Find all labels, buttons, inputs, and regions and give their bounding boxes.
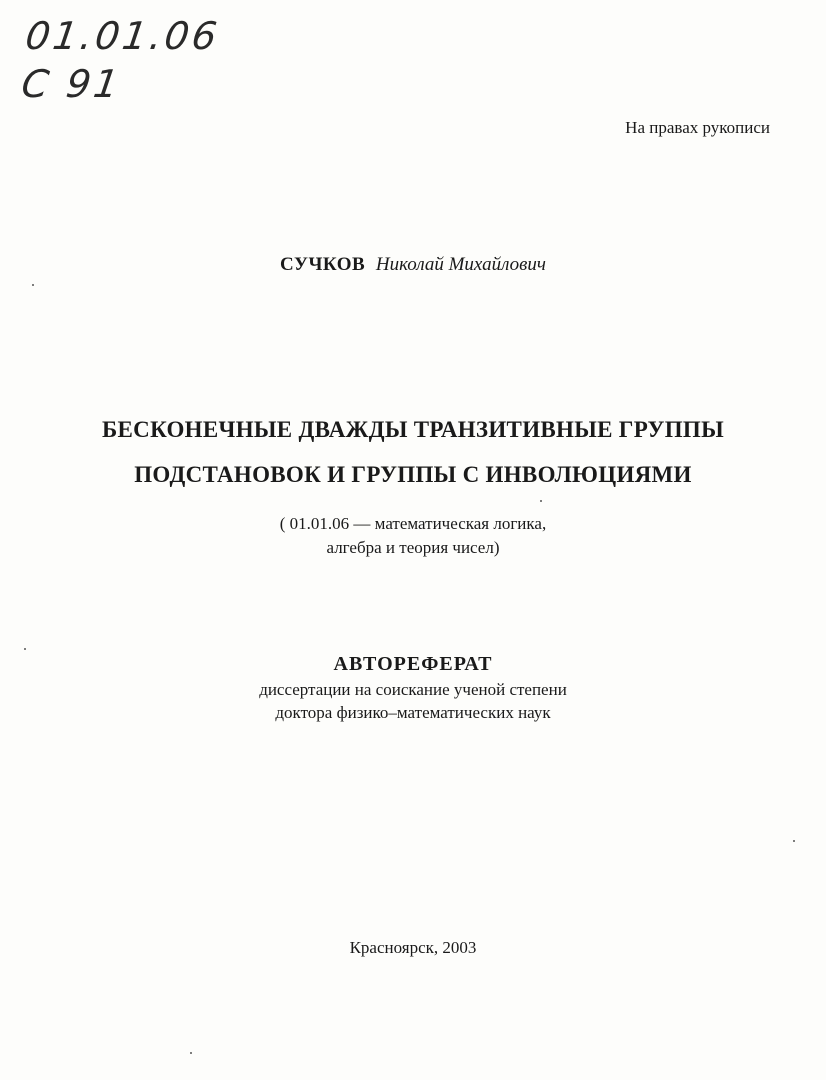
scan-speck <box>190 1052 192 1054</box>
scan-speck <box>24 648 26 650</box>
scan-speck <box>32 284 34 286</box>
place-and-year: Красноярск, 2003 <box>349 938 477 957</box>
handwritten-shelf-mark: C 91 <box>18 62 125 106</box>
specialty-line-1: ( 01.01.06 — математическая логика, <box>279 514 547 533</box>
author-given-names: Николай Михайлович <box>375 254 546 275</box>
author-line <box>0 254 826 276</box>
scan-speck <box>793 840 795 842</box>
title-line-1: БЕСКОНЕЧНЫЕ ДВАЖДЫ ТРАНЗИТИВНЫЕ ГРУППЫ <box>102 417 724 442</box>
title-line-2: ПОДСТАНОВОК И ГРУППЫ С ИНВОЛЮЦИЯМИ <box>134 462 692 487</box>
degree-line-1: диссертации на соискание ученой степени <box>259 680 567 699</box>
degree-line-2: доктора физико–математических наук <box>275 703 551 722</box>
handwritten-code: 01.01.06 <box>22 14 223 58</box>
manuscript-rights-note: На правах рукописи <box>625 118 770 137</box>
author-surname: СУЧКОВ <box>280 254 366 275</box>
scan-speck <box>540 500 542 502</box>
abstract-label: АВТОРЕФЕРАТ <box>333 653 493 675</box>
specialty-line-2: алгебра и теория чисел) <box>326 538 500 557</box>
